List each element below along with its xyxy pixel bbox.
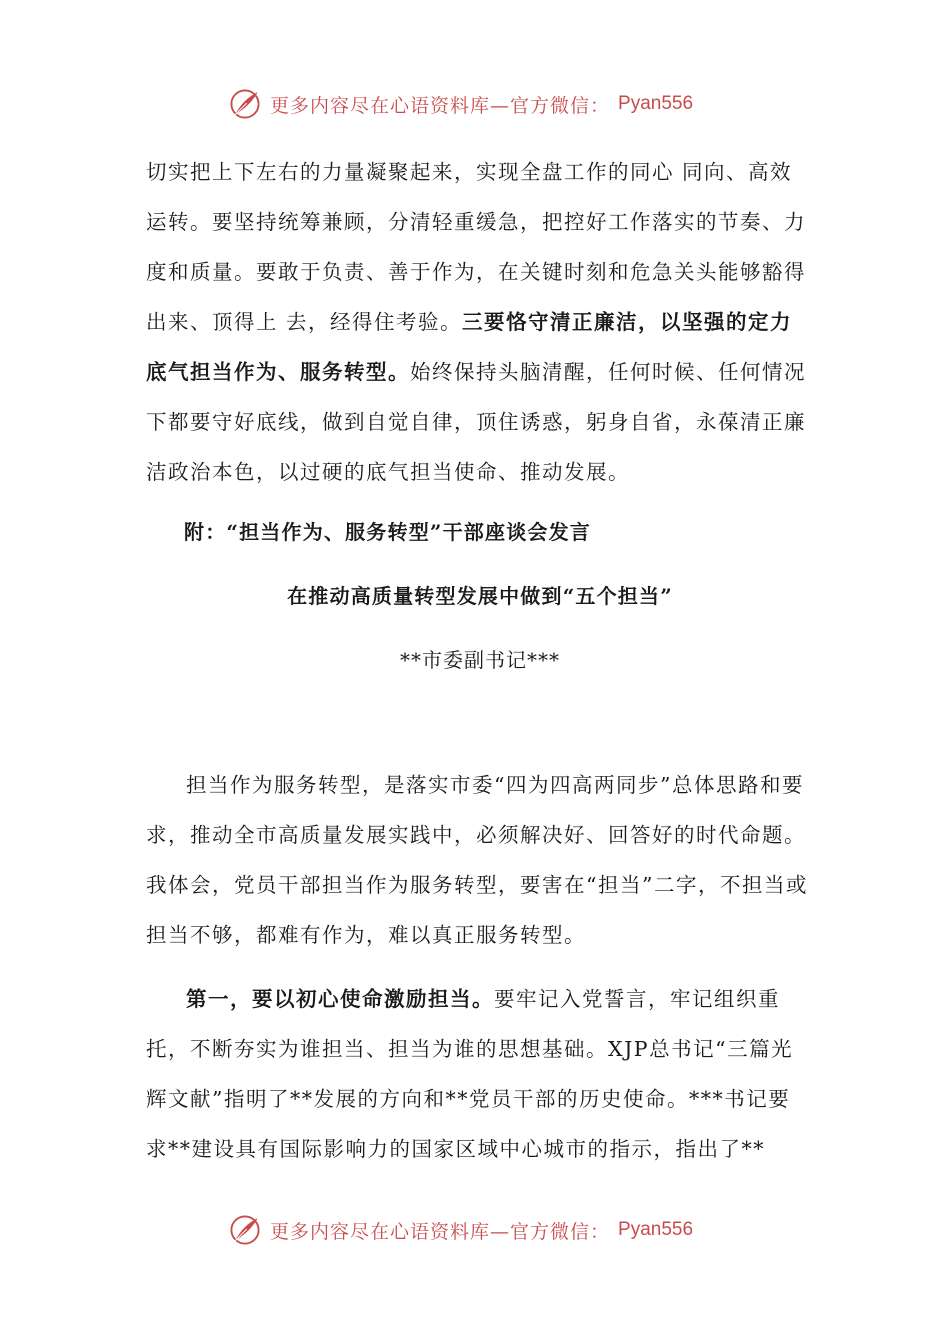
feather-pen-logo-icon (228, 87, 262, 121)
appendix-heading: 附：“担当作为、服务转型”干部座谈会发言 (184, 520, 592, 544)
speech-title: 在推动高质量转型发展中做到“五个担当” (287, 584, 673, 608)
watermark-wechat-id: Pyan556 (618, 93, 694, 114)
paragraph-2-text: 担当作为服务转型，是落实市委“四为四高两同步”总体思路和要求，推动全市高质量发展实践中，必须解决好、回答好的时代命题。我体会，党员干部担当作为服务转型，要害在“担当”二字，不担当或担当不够，都难有作为，难以真正服务转型。 (146, 773, 808, 947)
watermark-wechat-id: Pyan556 (618, 1219, 694, 1240)
watermark-text: 更多内容尽在心语资料库—官方微信： (270, 94, 611, 117)
paragraph-1-text-a: 切实把上下左右的力量凝聚起来，实现全盘工作的同心 同向、高效运转。要坚持统筹兼顾，分清轻重缓急，把控好工作落实的节奏、力度和质量。要敢于负责、善于作为，在关键时刻和危急关头能够豁得出来、顶得上 去，经得住考验。 (146, 160, 806, 334)
author-line: **市委副书记*** (400, 648, 560, 672)
watermark-text: 更多内容尽在心语资料库—官方微信： (270, 1220, 611, 1243)
paragraph-3-bold: 第一，要以初心使命激励担当。 (186, 987, 494, 1011)
watermark-header (228, 84, 693, 124)
paragraph-3-text: 要牢记入党誓言，牢记组织重托，不断夯实为谁担当、担当为谁的思想基础。XJP总书记“三篇光辉文献”指明了**发展的方向和**党员干部的历史使命。***书记要求**建设具有国际影响力的国家区域中心城市的指示，指出了** (146, 987, 794, 1161)
feather-pen-logo-icon (228, 1213, 262, 1247)
paragraph-2 (146, 760, 808, 960)
watermark-footer (228, 1210, 693, 1250)
paragraph-1-text-b: 始终保持头脑清醒，任何时候、任何情况下都要守好底线，做到自觉自律，顶住诱惑，躬身自省，永葆清正廉洁政治本色，以过硬的底气担当使命、推动发展。 (146, 360, 806, 484)
paragraph-3 (146, 974, 808, 1174)
paragraph-1 (146, 147, 808, 497)
paragraph-1-bold: 三要恪守清正廉洁，以坚强的定力底气担当作为、服务转型。 (146, 310, 793, 384)
